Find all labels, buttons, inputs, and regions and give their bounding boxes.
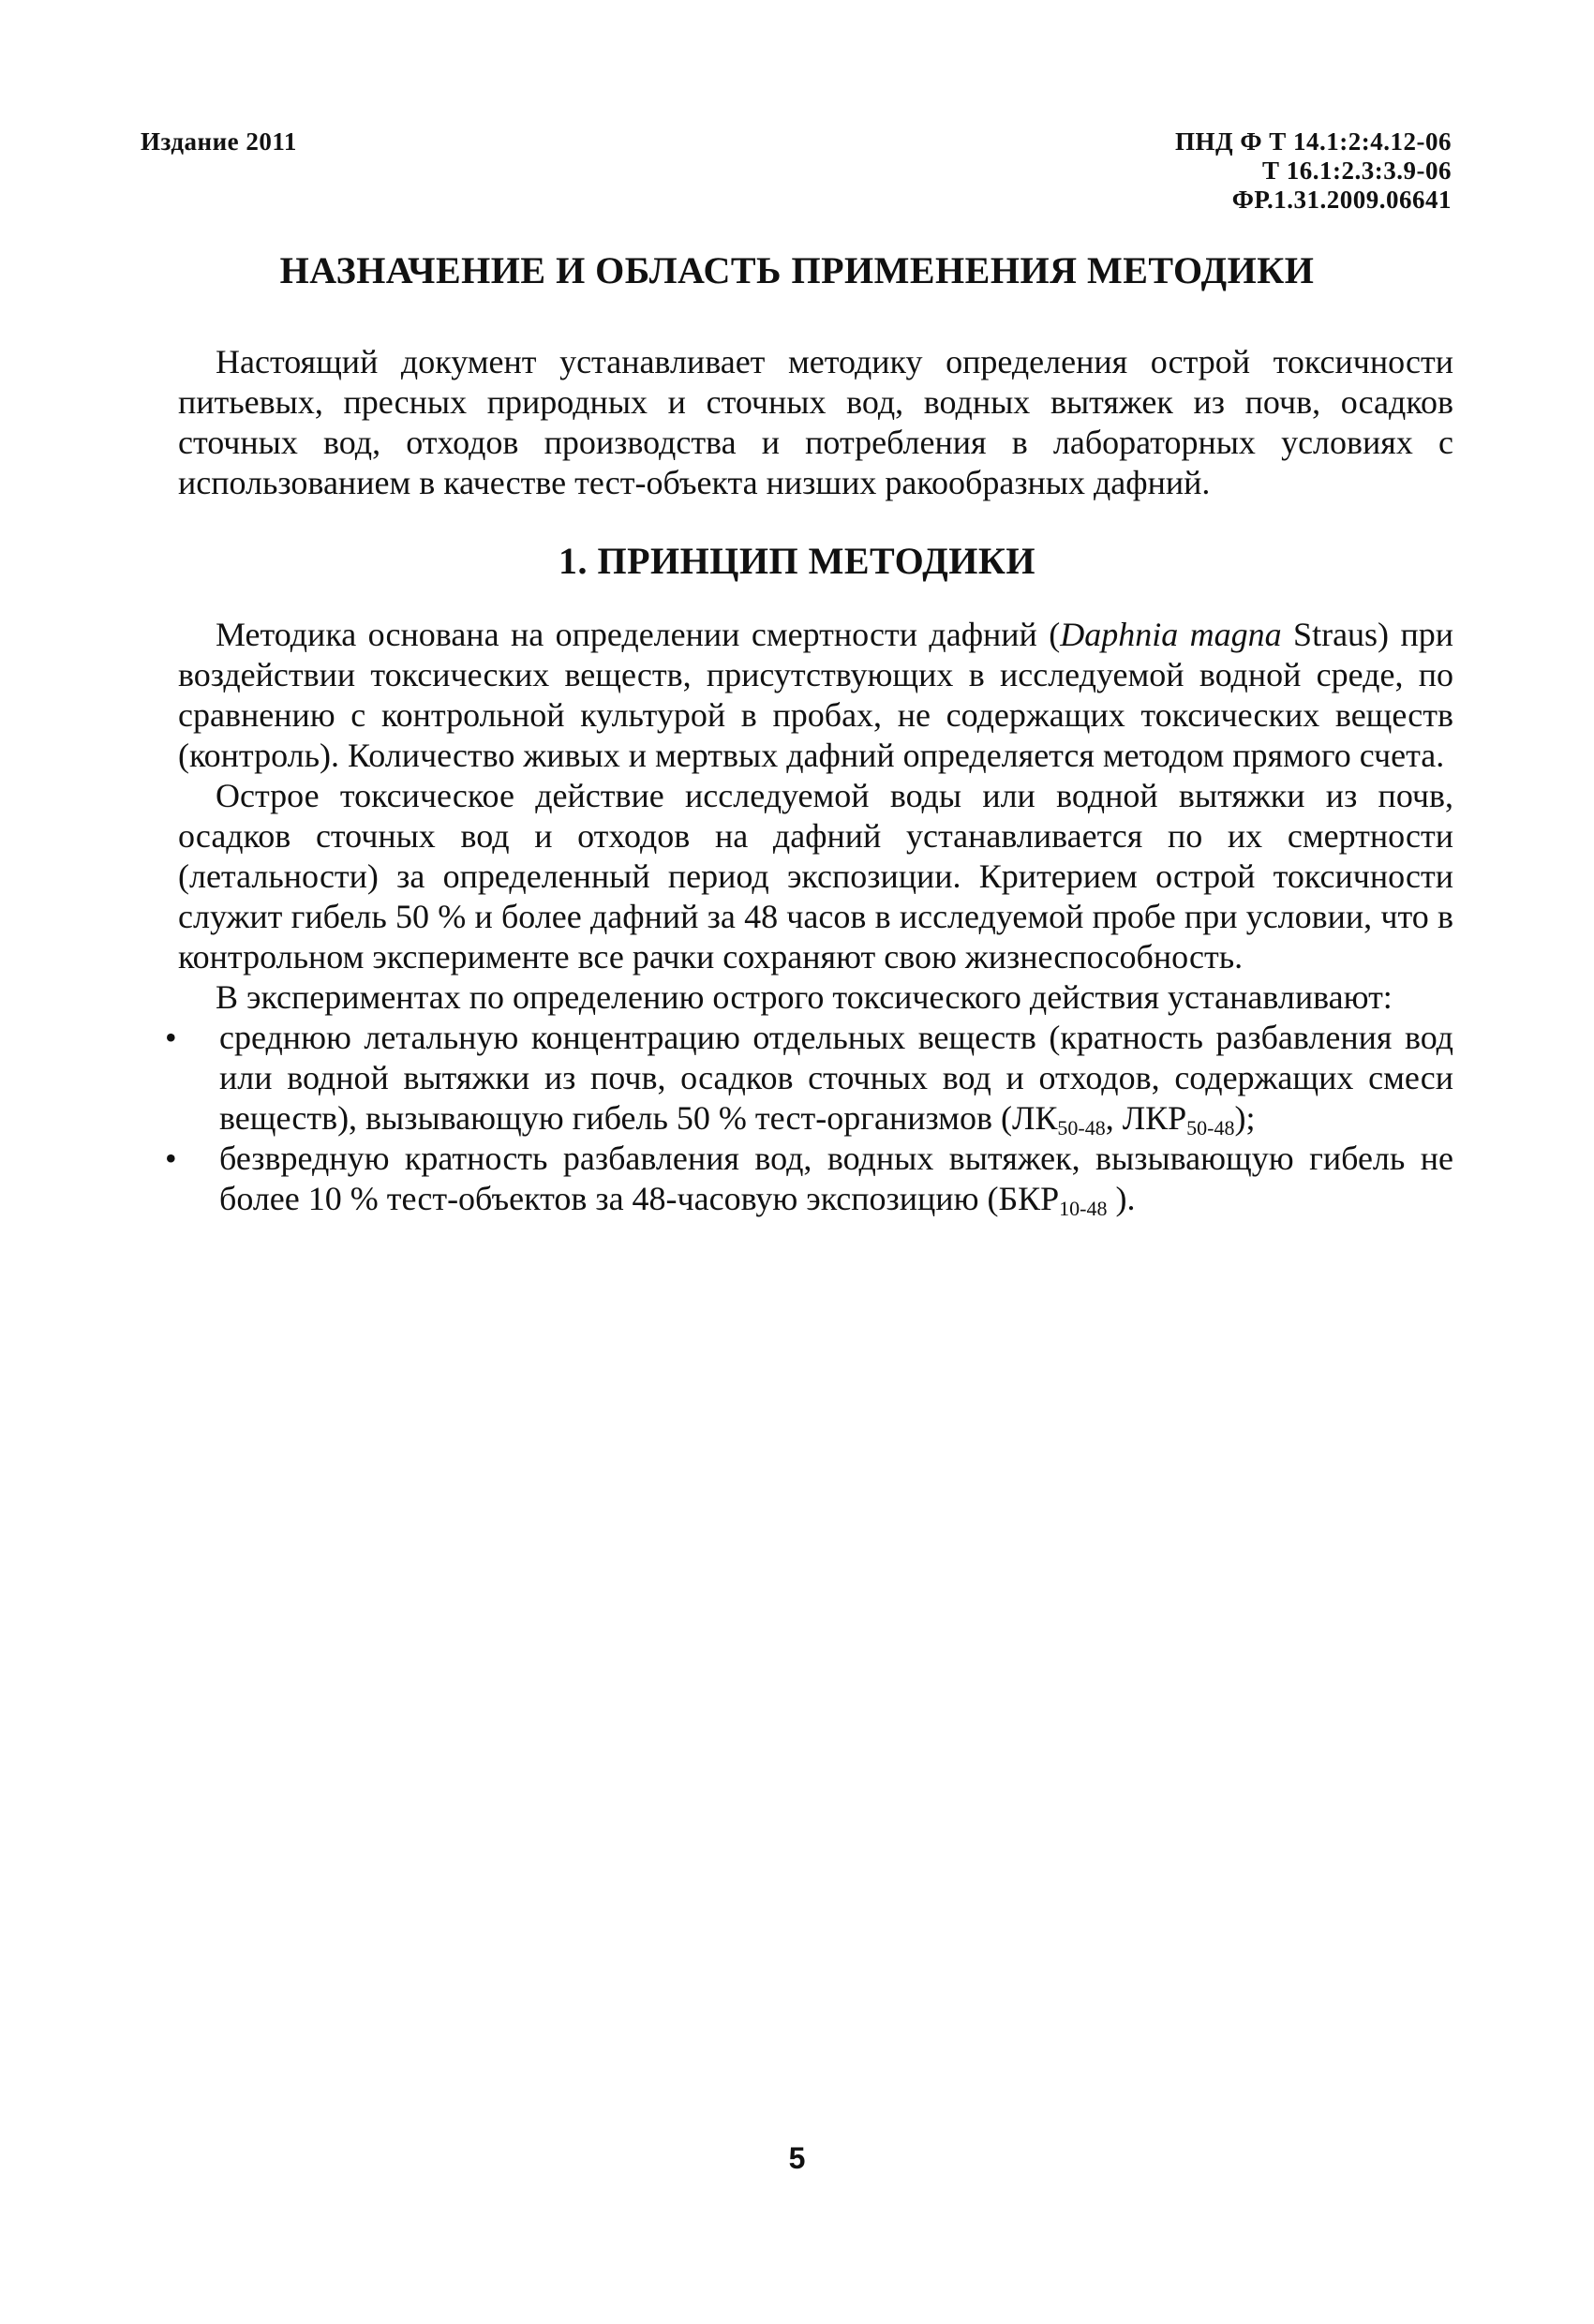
- bullet-icon: •: [165, 1019, 177, 1056]
- edition-label: Издание 2011: [141, 127, 297, 156]
- bullet-icon: •: [165, 1140, 177, 1177]
- principle-body: [165, 615, 1453, 1220]
- section-title-principle: 1. ПРИНЦИП МЕТОДИКИ: [558, 540, 1036, 582]
- abbr-lk: ЛК: [1011, 1099, 1058, 1137]
- document-code-line: ФР.1.31.2009.06641: [1231, 186, 1452, 214]
- principle-paragraph-3: В экспериментах по определению острого токсического действия устанавливают:: [216, 978, 1393, 1016]
- page-number: 5: [788, 2141, 806, 2175]
- list-item: [165, 1018, 1453, 1140]
- bullet-text: безвредную кратность разбавления вод, водных вытяжек, вызывающую гибель не более 10 % тест-объектов за 48-часовую экспозицию (: [219, 1140, 1453, 1217]
- purpose-paragraph: Настоящий документ устанавливает методику определения острой токсичности питьевых, пресных природных и сточных вод, водных вытяжек из почв, осадков сточных вод, отходов производства и потребления в лабораторных условиях с использованием в качестве тест-объекта низших ракообразных дафний.: [178, 343, 1453, 501]
- principle-paragraph-1: [178, 615, 1453, 776]
- abbr-separator: ,: [1105, 1099, 1123, 1137]
- section-title-purpose: НАЗНАЧЕНИЕ И ОБЛАСТЬ ПРИМЕНЕНИЯ МЕТОДИКИ: [279, 249, 1315, 291]
- abbr-lkr: ЛКР: [1122, 1099, 1187, 1137]
- list-item: [165, 1139, 1453, 1220]
- document-codes: [1175, 127, 1452, 215]
- principle-paragraph-2: Острое токсическое действие исследуемой воды или водной вытяжки из почв, осадков сточных вод и отходов на дафний устанавливается по их смертности (летальности) за определенный период экспозиции. Критерием острой токсичности служит гибель 50 % и более дафний за 48 часов в исследуемой пробе при условии, что в контрольном эксперименте все рачки сохраняют свою жизнеспособность.: [178, 777, 1453, 976]
- purpose-body: [178, 342, 1453, 503]
- document-code-line: ПНД Ф Т 14.1:2:4.12-06: [1174, 127, 1452, 156]
- species-name: Daphnia magna: [1060, 616, 1282, 653]
- abbr-bkr-sub: 10-48: [1059, 1197, 1108, 1220]
- p1-text-before: Методика основана на определении смертности дафний (: [216, 616, 1061, 653]
- bullet-text: среднюю летальную концентрацию отдельных веществ (кратность разбавления вод или водной вытяжки из почв, осадков сточных вод и отходов, содержащих смеси веществ), вызывающую гибель 50 % тест-организмов (: [219, 1019, 1453, 1137]
- criteria-list: [165, 1018, 1453, 1220]
- p1-text-after: Straus) при воздействии токсических веществ, присутствующих в исследуемой водной среде, по сравнению с контрольной культурой в пробах, не содержащих токсических веществ (контроль). Количество живых и мертвых дафний определяется методом прямого счета.: [178, 616, 1453, 774]
- bullet-end: ).: [1107, 1180, 1136, 1217]
- bullet-end: );: [1234, 1099, 1256, 1137]
- abbr-bkr: БКР: [998, 1180, 1060, 1217]
- document-code-line: Т 16.1:2.3:3.9-06: [1262, 156, 1452, 185]
- abbr-lkr-sub: 50-48: [1186, 1116, 1235, 1140]
- abbr-lk-sub: 50-48: [1057, 1116, 1106, 1140]
